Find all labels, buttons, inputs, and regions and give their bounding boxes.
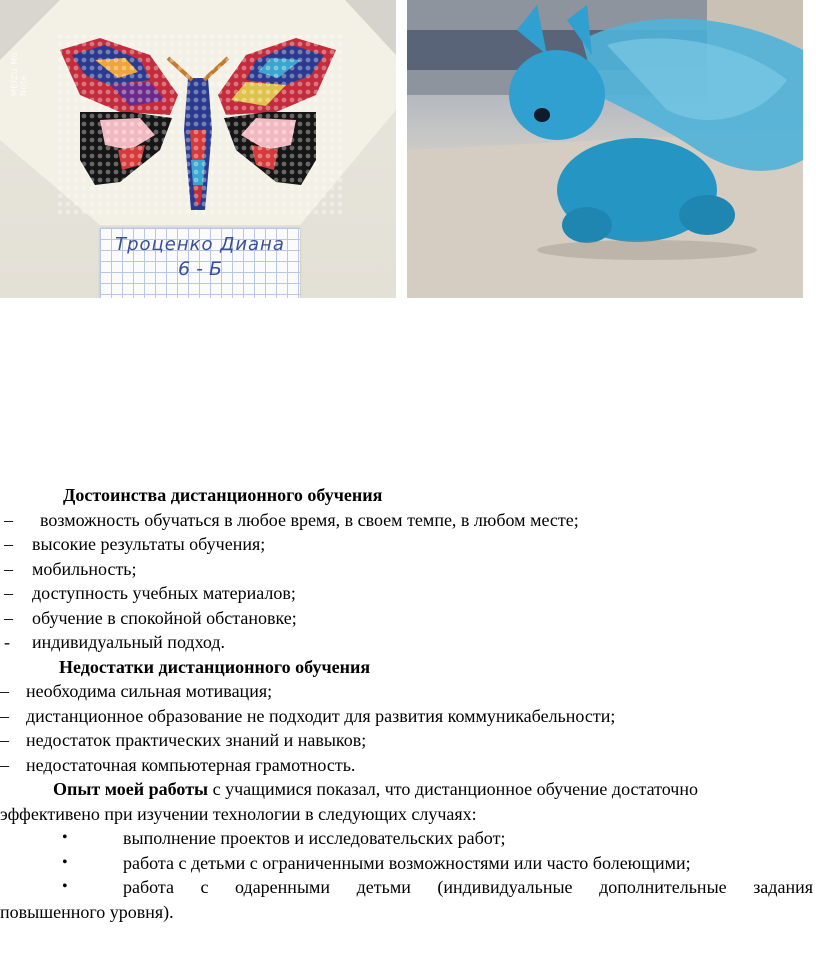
- disadvantage-item: недостаточная компьютерная грамотность.: [26, 754, 356, 775]
- advantage-item: индивидуальный подход.: [32, 632, 226, 652]
- list-item: [0, 630, 816, 655]
- list-item: [0, 508, 816, 533]
- dash-marker: –: [4, 509, 13, 530]
- experience-line-2: эффективено при изучении технологии в следующих случаях:: [0, 803, 477, 824]
- list-item: [0, 581, 816, 606]
- experience-lead-bold: Опыт моей работы: [53, 779, 209, 799]
- butterfly-embroidery-photo: [0, 0, 396, 298]
- experience-paragraph: [0, 777, 816, 802]
- list-item: [0, 606, 816, 631]
- disadvantage-item: недостаток практических знаний и навыков;: [26, 730, 367, 750]
- case-item-continued: повышенного уровня).: [0, 901, 174, 922]
- disadvantages-section: [0, 655, 816, 680]
- case-item: выполнение проектов и исследовательских работ;: [123, 828, 506, 848]
- student-name-card: [100, 228, 300, 298]
- list-item: [0, 826, 816, 851]
- dash-marker: -: [4, 632, 10, 652]
- bullet-marker: •: [62, 853, 68, 871]
- list-item: [0, 753, 816, 778]
- bullet-marker: •: [62, 878, 68, 895]
- dash-marker: –: [0, 730, 9, 750]
- dash-marker: –: [4, 558, 13, 579]
- experience-lead-rest: с учащимися показал, что дистанционное обучение достаточно: [208, 779, 698, 799]
- disadvantage-item: дистанционное образование не подходит для развития коммуникабельности;: [26, 705, 616, 726]
- advantage-item: доступность учебных материалов;: [32, 583, 296, 603]
- case-item: [123, 875, 813, 900]
- camera-watermark: MEIZU M6 Note: [10, 51, 28, 96]
- advantage-item: обучение в спокойной обстановке;: [32, 607, 297, 628]
- advantage-item: высокие результаты обучения;: [32, 534, 266, 554]
- list-item: [0, 532, 816, 557]
- list-item: [0, 679, 816, 704]
- dash-marker: –: [4, 583, 13, 603]
- dash-marker: –: [0, 754, 9, 775]
- advantages-title: Достоинства дистанционного обучения: [63, 485, 383, 505]
- dash-marker: –: [0, 705, 9, 726]
- list-item: [0, 704, 816, 729]
- student-name: Троценко Диана: [115, 234, 285, 255]
- list-item: [0, 557, 816, 582]
- dash-marker: –: [0, 681, 9, 701]
- disadvantages-title: Недостатки дистанционного обучения: [59, 656, 371, 677]
- list-item-continuation: [0, 900, 816, 925]
- student-class: 6 - Б: [177, 258, 223, 280]
- dash-marker: –: [4, 534, 13, 554]
- dash-marker: –: [4, 607, 13, 628]
- advantage-item: возможность обучаться в любое время, в своем темпе, в любом месте;: [40, 509, 579, 530]
- bullet-marker: •: [62, 829, 68, 846]
- list-item: [0, 728, 816, 753]
- document-body: [0, 483, 816, 924]
- case-item-text: работа с одаренными детьми (индивидуальные дополнительные задания: [123, 877, 813, 897]
- advantages-section: [0, 483, 816, 508]
- crochet-pony-photo: [407, 0, 803, 298]
- experience-lead: [53, 777, 698, 802]
- experience-paragraph-line-2: [0, 802, 816, 827]
- list-item: [0, 875, 816, 900]
- case-item: работа с детьми с ограниченными возможностями или часто болеющими;: [123, 852, 691, 873]
- advantage-item: мобильность;: [32, 558, 137, 579]
- list-item: [0, 851, 816, 876]
- disadvantage-item: необходима сильная мотивация;: [26, 681, 273, 701]
- crochet-pony-image: [407, 0, 803, 298]
